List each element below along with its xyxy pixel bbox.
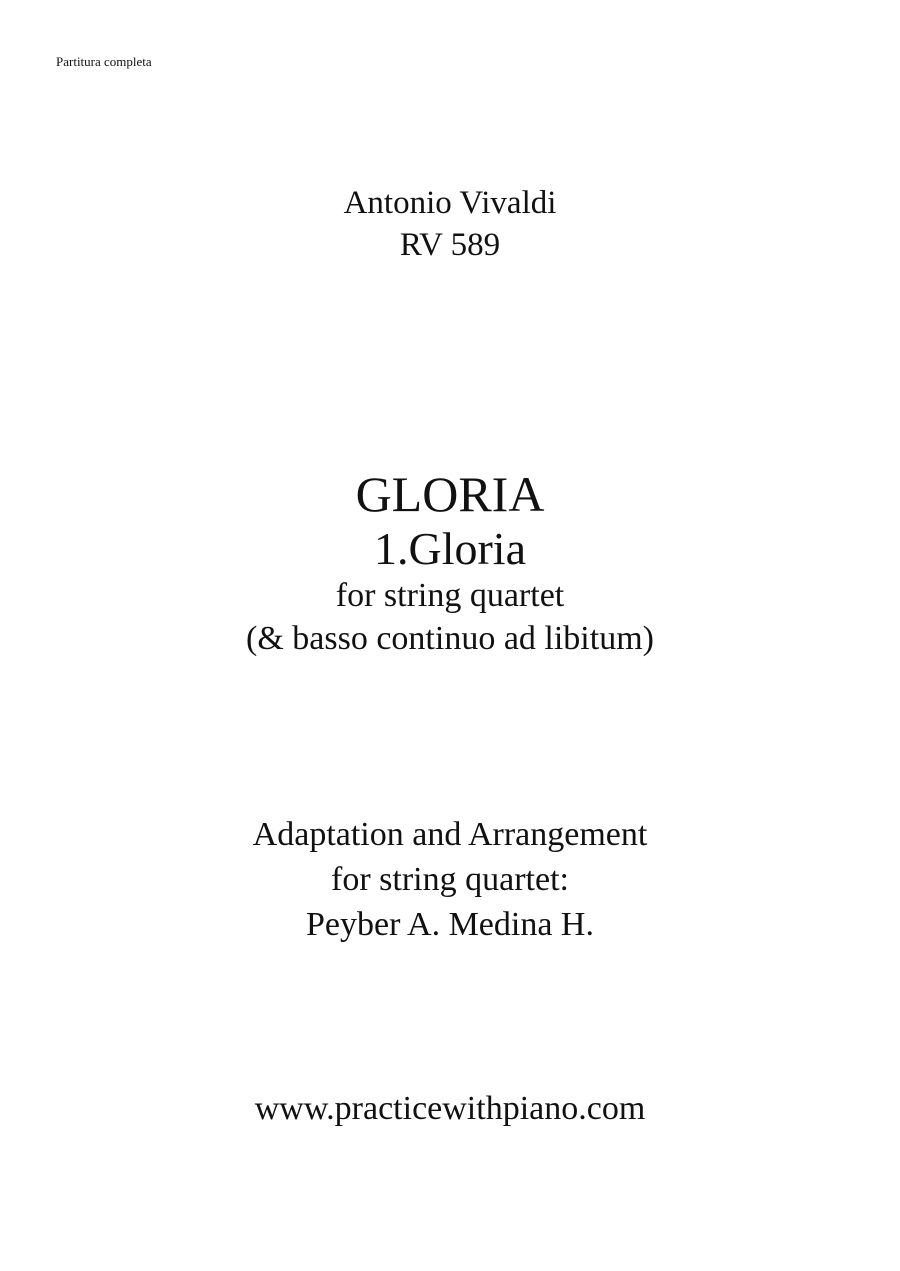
- composer-block: [0, 182, 900, 266]
- website-text: www.practicewithpiano.com: [254, 1090, 646, 1127]
- composer-name: Antonio Vivaldi: [343, 185, 557, 221]
- arrangement-block: [0, 812, 900, 947]
- work-title: GLORIA: [355, 466, 545, 522]
- footer-block: [0, 1088, 900, 1130]
- continuo-text: (& basso continuo ad libitum): [246, 620, 654, 657]
- title-block: [0, 464, 900, 660]
- movement-title: 1.Gloria: [373, 523, 526, 574]
- arrangement-for: for string quartet:: [331, 861, 569, 898]
- instrumentation-text: for string quartet: [335, 577, 565, 614]
- catalog-number: RV 589: [399, 227, 501, 263]
- arranger-name: Peyber A. Medina H.: [305, 906, 594, 943]
- score-type-label: Partitura completa: [56, 54, 152, 69]
- arrangement-heading: Adaptation and Arrangement: [252, 816, 648, 853]
